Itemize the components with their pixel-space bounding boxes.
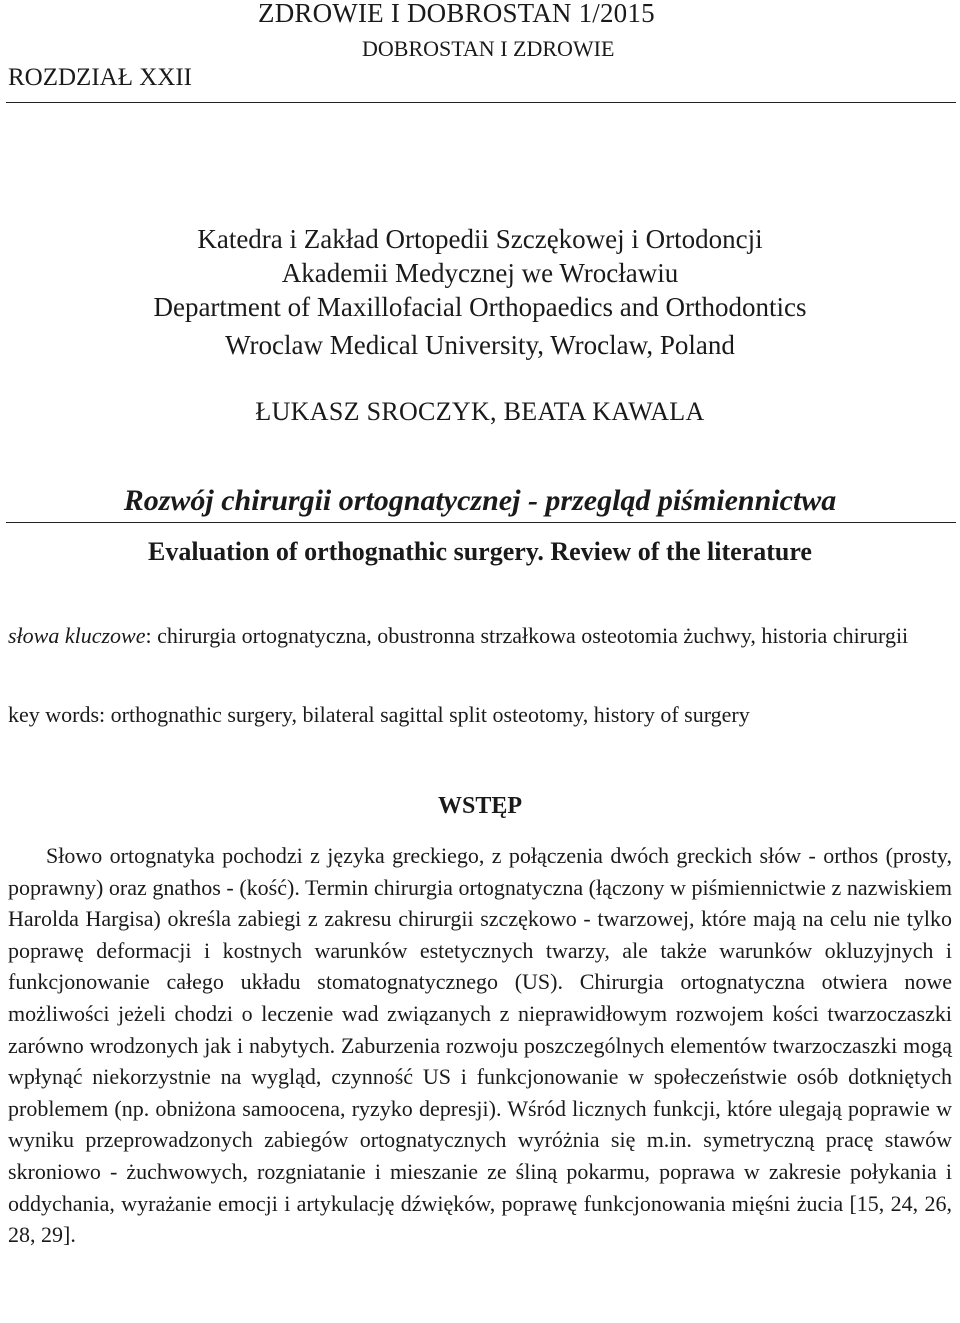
keywords-polish bbox=[8, 620, 952, 652]
journal-subtitle: DOBROSTAN I ZDROWIE bbox=[362, 36, 615, 61]
keywords-polish-label: słowa kluczowe bbox=[8, 623, 146, 648]
article-title-english: Evaluation of orthognathic surgery. Review of the literature bbox=[148, 537, 812, 566]
chapter-label: ROZDZIAŁ XXII bbox=[8, 64, 192, 91]
keywords-english: key words: orthognathic surgery, bilateral sagittal split osteotomy, history of surgery bbox=[8, 702, 750, 727]
title-divider bbox=[6, 522, 956, 523]
body-paragraph: Słowo ortognatyka pochodzi z języka greckiego, z połączenia dwóch greckich słów - orthos (prosty, poprawny) oraz gnathos - (kość). Termin chirurgia ortognatyczna (łączony w piśmiennictwie z nazwiskiem Harolda Hargisa) określa zabiegi z zakresu chirurgii szczękowo - twarzowej, które mają na celu nie tylko poprawę deformacji i kostnych warunków estetycznych twarzy, ale także warunków okluzyjnych i funkcjonowanie całego układu stomatognatycznego (US). Chirurgia ortognatyczna otwiera nowe możliwości jeżeli chodzi o leczenie wad związanych z nieprawidłowym rozwojem kości twarzoczaszki zarówno wrodzonych jak i nabytych. Zaburzenia rozwoju poszczególnych elementów twarzoczaszki mogą wpłynąć niekorzystnie na wygląd, czynność US i funkcjonowanie w społeczeństwie osób dotkniętych problemem (np. obniżona samoocena, ryzyko depresji). Wśród licznych funkcji, które ulegają poprawie w wyniku przeprowadzonych zabiegów ortognatycznych wyróżnia się m.in. symetryczną pracę stawów skroniowo - żuchwowych, rozgniatanie i mieszanie ze śliną pokarmu, poprawa w zakresie połykania i oddychania, wyrażanie emocji i artykulację dźwięków, poprawę funkcjonowania mięśni żucia [15, 24, 26, 28, 29]. bbox=[8, 843, 952, 1248]
authors: ŁUKASZ SROCZYK, BEATA KAWALA bbox=[255, 397, 705, 426]
journal-title: ZDROWIE I DOBROSTAN 1/2015 bbox=[258, 0, 655, 28]
affiliation-line-2: Akademii Medycznej we Wrocławiu bbox=[281, 258, 679, 288]
affiliation-line-4: Wroclaw Medical University, Wroclaw, Poland bbox=[225, 330, 735, 360]
affiliation-line-1: Katedra i Zakład Ortopedii Szczękowej i Ortodoncji bbox=[197, 224, 763, 254]
keywords-polish-text: : chirurgia ortognatyczna, obustronna strzałkowa osteotomia żuchwy, historia chirurgii bbox=[145, 623, 909, 648]
affiliation-line-3: Department of Maxillofacial Orthopaedics and Orthodontics bbox=[153, 292, 807, 322]
article-title-polish: Rozwój chirurgii ortognatycznej - przegląd piśmiennictwa bbox=[123, 484, 837, 517]
header-divider bbox=[6, 102, 956, 103]
section-heading: WSTĘP bbox=[437, 793, 523, 819]
